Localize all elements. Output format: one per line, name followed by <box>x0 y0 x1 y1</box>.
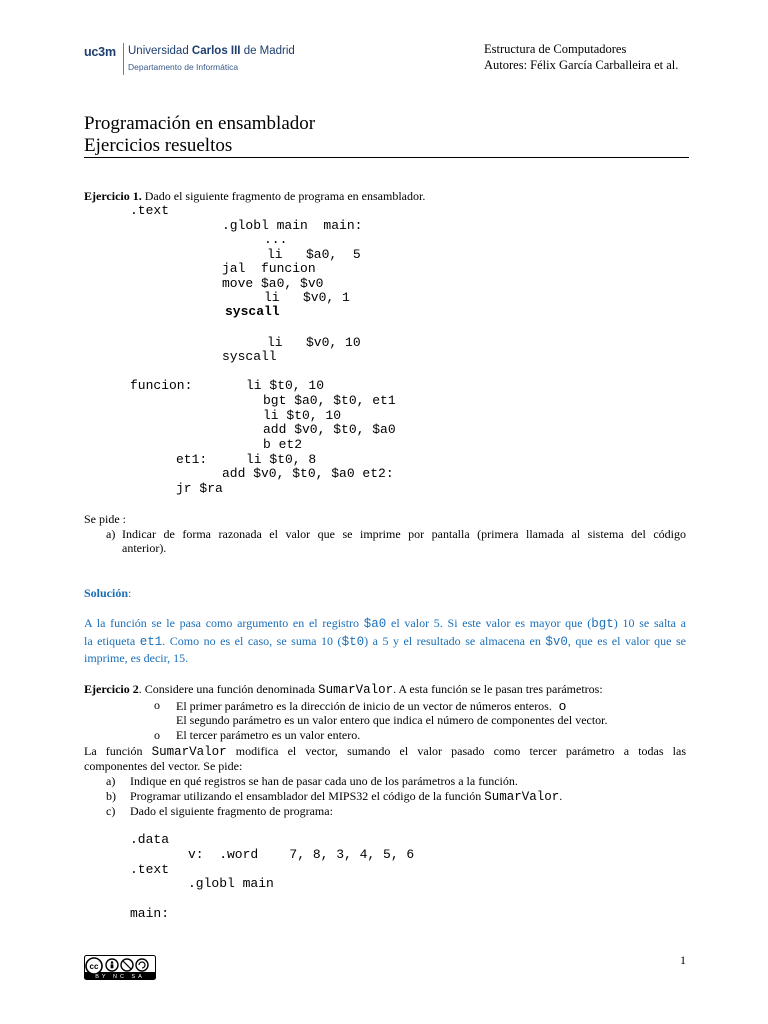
code-line: li $t0, 10 <box>263 408 342 423</box>
sol-code: $v0 <box>545 635 568 649</box>
code-line: .data <box>130 832 170 847</box>
sol-text: . Como no es el caso, se suma 10 ( <box>162 634 342 648</box>
cc-labels: BY NC SA <box>95 974 145 980</box>
sol-text: ) a 5 y el resultado se almacena en <box>364 634 546 648</box>
sa-icon <box>136 959 148 971</box>
ex2-text: La función <box>84 744 152 758</box>
code-line: v: .word 7, 8, 3, 4, 5, 6 <box>188 847 415 862</box>
page-title: Programación en ensamblador <box>84 113 316 134</box>
ex2-bullet-1 <box>176 698 566 714</box>
solution-line1 <box>84 616 686 631</box>
sol-code: bgt <box>591 617 614 631</box>
se-pide: Se pide : <box>84 512 126 526</box>
code-line: li $v0, 1 <box>264 290 350 305</box>
page-subtitle: Ejercicios resueltos <box>84 135 233 156</box>
code-line: li $t0, 8 <box>246 452 317 467</box>
ex2-item-c: Dado el siguiente fragmento de programa: <box>130 804 333 818</box>
code-line: main: <box>130 906 170 921</box>
ex2-text: . <box>559 789 563 803</box>
code-line: .text <box>130 862 170 877</box>
sol-text: el valor 5. Si este valor es mayor que ( <box>386 616 592 630</box>
solution-colon: : <box>128 586 132 600</box>
course-name: Estructura de Computadores <box>484 42 627 56</box>
ex2-bullet-text: El primer parámetro es la dirección de inicio de un vector de números enteros. <box>176 699 552 713</box>
code-line: add $v0, $t0, $a0 <box>263 422 396 437</box>
ex1-intro: Dado el siguiente fragmento de programa en ensamblador. <box>141 189 426 203</box>
ex2-text: modifica el vector, sumando el valor pasado como tercer parámetro a todas las <box>226 744 687 758</box>
ex2-paragraph-line1 <box>84 744 686 759</box>
bullet: o <box>154 728 160 742</box>
sol-code: $t0 <box>341 635 365 649</box>
sol-text: la etiqueta <box>84 634 140 648</box>
solution-line3: imprime, es decir, 15. <box>84 651 189 665</box>
cc-license-badge <box>84 955 156 980</box>
ex2-item-a: Indique en qué registros se han de pasar cada uno de los parámetros a la función. <box>130 774 518 788</box>
list-marker: c) <box>106 804 116 818</box>
code-line: syscall <box>222 349 277 364</box>
code-line: b et2 <box>263 437 303 452</box>
logo-univ-pre: Universidad <box>128 45 192 57</box>
ex2-paragraph-line2: componentes del vector. Se pide: <box>84 759 243 773</box>
solution-heading <box>84 586 131 601</box>
title-rule <box>84 157 689 158</box>
ex1-item-a-line2: anterior). <box>122 541 167 555</box>
sol-text: ) 10 se salta a <box>613 616 686 630</box>
ex2-label: Ejercicio 2 <box>84 682 139 696</box>
ex2-heading <box>84 682 603 697</box>
cc-icon-text: cc <box>89 962 99 971</box>
bullet: o <box>154 698 160 712</box>
sol-code: et1 <box>139 635 163 649</box>
ex2-fn: SumarValor <box>151 745 227 759</box>
ex1-heading <box>84 189 425 204</box>
logo-university <box>128 45 295 57</box>
logo-divider <box>123 43 124 75</box>
page-number: 1 <box>680 953 686 967</box>
sol-text: , que es el valor que se <box>567 634 687 648</box>
code-line: ... <box>264 232 288 247</box>
cc-license-icon <box>84 955 156 980</box>
ex1-label: Ejercicio 1. <box>84 189 142 203</box>
ex2-text: Programar utilizando el ensamblador del MIPS32 el código de la función <box>130 789 485 803</box>
ex1-item-a-line1: Indicar de forma razonada el valor que se imprime por pantalla (primera llamada al sistema del código <box>122 527 686 541</box>
logo-univ-bold: Carlos III <box>191 45 241 57</box>
sol-code: $a0 <box>363 617 387 631</box>
ex2-fn: SumarValor <box>484 790 560 804</box>
code-line: li $a0, 5 <box>267 247 361 262</box>
list-marker: a) <box>106 527 116 541</box>
ex2-text: . A esta función se le pasan tres parámetros: <box>393 682 603 696</box>
logo-uc3m-text: uc3m <box>84 45 116 59</box>
solution-line2 <box>84 634 686 649</box>
ex2-item-b <box>130 789 562 804</box>
bullet: o <box>558 698 567 713</box>
ex2-bullet-2: El segundo parámetro es un valor entero que indica el número de componentes del vector. <box>176 713 608 727</box>
ex2-fn: SumarValor <box>318 683 394 697</box>
ex2-text: . Considere una función denominada <box>138 682 319 696</box>
logo-department: Departamento de Informática <box>128 62 239 72</box>
code-line: move $a0, $v0 <box>222 276 324 291</box>
code-line: et1: <box>176 452 208 467</box>
code-line: jal funcion <box>222 261 316 276</box>
code-line: .text <box>130 203 170 218</box>
code-line: .globl main <box>188 876 274 891</box>
code-line: syscall <box>225 304 280 319</box>
code-line: jr $ra <box>176 481 223 496</box>
authors: Autores: Félix García Carballeira et al. <box>484 58 679 72</box>
code-line: li $v0, 10 <box>267 335 361 350</box>
solution-label: Solución <box>84 586 129 600</box>
code-line: bgt $a0, $t0, et1 <box>263 393 396 408</box>
logo-univ-post: de Madrid <box>240 45 295 57</box>
list-marker: b) <box>106 789 116 803</box>
code-line: funcion: <box>130 378 193 393</box>
code-line: .globl main main: <box>222 218 363 233</box>
sol-text: A la función se le pasa como argumento en el registro <box>84 616 364 630</box>
code-line: add $v0, $t0, $a0 et2: <box>222 466 394 481</box>
list-marker: a) <box>106 774 116 788</box>
ex2-bullet-3: El tercer parámetro es un valor entero. <box>176 728 361 742</box>
uc3m-logo <box>84 43 295 77</box>
code-line: li $t0, 10 <box>246 378 325 393</box>
